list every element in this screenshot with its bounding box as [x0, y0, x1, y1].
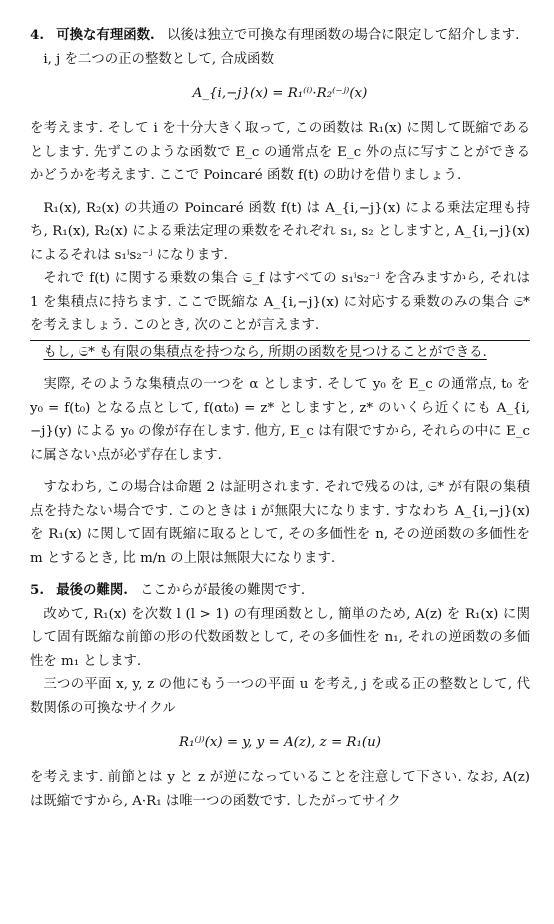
section5-intro: ここからが最後の難関です. [140, 583, 306, 598]
section5-paragraph-3: を考えます. 前節とは y と z が逆になっていることを注意して下さい. なお, A(z) は既縮ですから, A·R₁ は唯一つの函数です. したがってサイク [30, 770, 530, 809]
section4-number: 4. [30, 27, 44, 43]
section5-number: 5. [30, 582, 44, 598]
section5-heading-line [30, 579, 530, 603]
equation-commutative-cycle: R₁⁽ʲ⁾(x) = y, y = A(z), z = R₁(u) [179, 735, 381, 750]
claim-statement: もし, 𝔖* も有限の集積点を持つなら, 所期の函数を見つけることができる. [30, 340, 530, 365]
section4-title: 可換な有理函数. [56, 27, 155, 43]
section4-paragraph-6: すなわち, この場合は命題 2 は証明されます. それで残るのは, 𝔖* が有限の集積点を持たない場合です. このときは i が無限大になります. すなわち A_{i,−j}(x) を R₁(x) に関して固有既縮に取るとして, その多価性を n, その逆函数の多価性を m とするとき, 比 m/n の上限は無限大になります. [30, 480, 530, 566]
section5-paragraph-2: 三つの平面 x, y, z の他にもう一つの平面 u を考え, j を或る正の整数として, 代数関係の可換なサイクル [30, 677, 530, 716]
equation-composite-function: A_{i,−j}(x) = R₁⁽ⁱ⁾·R₂⁽⁻ʲ⁾(x) [192, 86, 368, 101]
section4-paragraph-4: それで f(t) に関する乗数の集合 𝔖_f はすべての s₁ⁱs₂⁻ʲ を含みますから, それは 1 を集積点に持ちます. ここで既縮な A_{i,−j}(x) に対応する乗数のみの集合 𝔖* を考えましょう. このとき, 次のことが言えます. [30, 271, 530, 333]
section4-paragraph-3: R₁(x), R₂(x) の共通の Poincaré 函数 f(t) は A_{i,−j}(x) による乗法定理も持ち, R₁(x), R₂(x) による乗法定理の乗数をそれぞれ s₁, s₂ としますと, A_{i,−j}(x) によるそれは s₁ⁱs₂⁻ʲ になります. [30, 200, 530, 263]
section4-intro: 以後は独立で可換な有理函数の場合に限定して紹介します. [166, 28, 520, 43]
section4-paragraph-5: 実際, そのような集積点の一つを α とします. そして y₀ を E_c の通常点, t₀ を y₀ = f(t₀) となる点として, f(αt₀) = z* としますと, z* のいくら近くにも A_{i,−j}(y) による y₀ の像が存在します. 他方, E_c は有限ですから, それらの中に E_c に属さない点が必ず存在します. [30, 377, 530, 463]
section5-title: 最後の難関. [56, 582, 128, 598]
section5-paragraph-1: 改めて, R₁(x) を次数 l (l > 1) の有理函数とし, 簡単のため, A(z) を R₁(x) に関して固有既縮な前節の形の代数函数として, その多価性を n₁, それの逆函数の多価性を m₁ とします. [30, 606, 530, 669]
section4-heading-line [30, 24, 530, 48]
section4-paragraph-1: i, j を二つの正の整数として, 合成函数 [43, 51, 274, 67]
section4-paragraph-2: を考えます. そして i を十分大きく取って, この函数は R₁(x) に関して既縮であるとします. 先ずこのような函数で E_c の通常点を E_c 外の点に写すことができるかどうかを考えます. ここで Poincaré 函数 f(t) の助けを借りましょう. [30, 121, 530, 183]
